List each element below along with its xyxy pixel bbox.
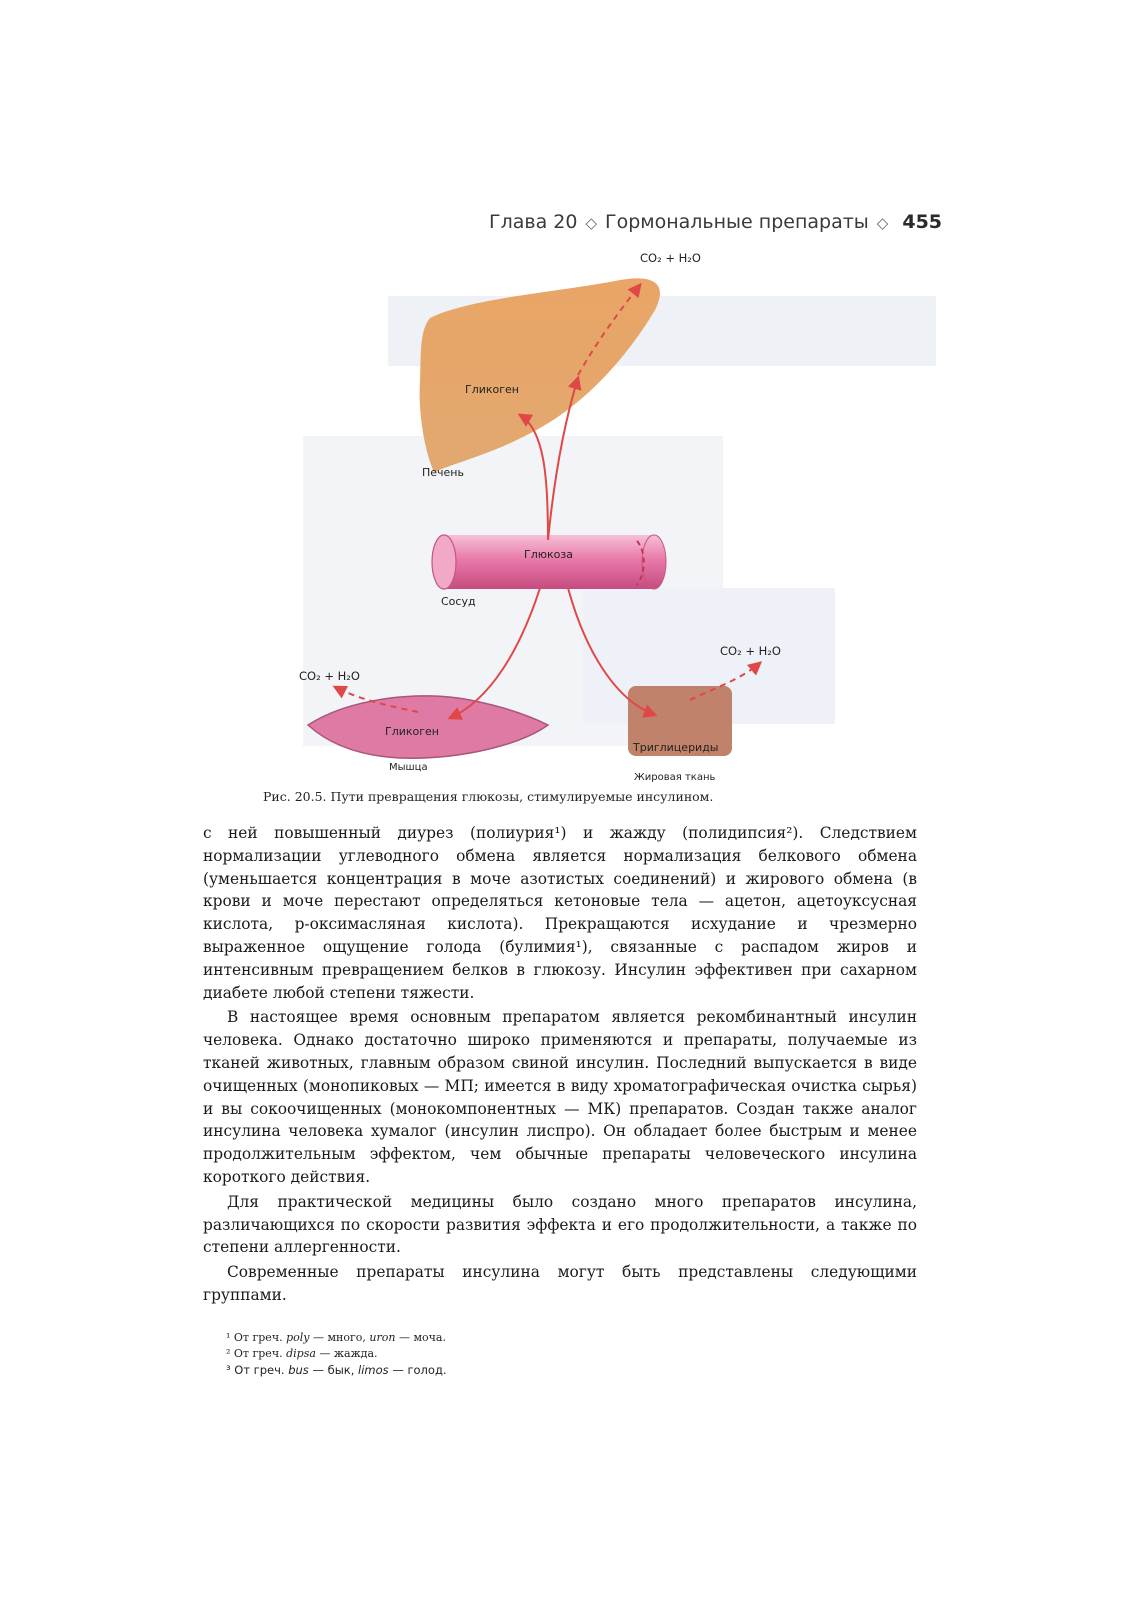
label-triglycerides: Триглицериды — [633, 741, 719, 754]
vessel — [432, 535, 666, 589]
paragraph: Современные препараты инсулина могут быть представлены следующими группами. — [203, 1263, 917, 1304]
footnote-1: ¹ От греч. poly — много, uron — моча. — [226, 1331, 446, 1344]
paragraph: Для практической медицины было создано много препаратов инсулина, различающихся по скорости развития эффекта и его продолжительности, а также по степени аллергенности. — [203, 1192, 917, 1257]
body-text — [203, 822, 917, 1309]
label-co2-h2o-liver: CO₂ + H₂O — [640, 251, 701, 265]
label-adipose-tissue: Жировая ткань — [634, 772, 716, 783]
label-co2-h2o-adipose: CO₂ + H₂O — [720, 644, 781, 658]
label-glycogen-liver: Гликоген — [465, 383, 520, 396]
paragraph: с ней повышенный диурез (полиурия¹) и жажду (полидипсия²). Следствием нормализации углеводного обмена является нормализация белкового обмена (уменьшается концентрация в моче азотистых соединений) и жирового обмена (в крови и моче перестают определяться кетоновые тела — ацетон, ацетоуксусная кислота, р-оксимасляная кислота). Прекращаются исхудание и чрезмерно выраженное ощущение голода (булимия¹), связанные с распадом жиров и интенсивным превращением белков в глюкозу. Инсулин эффективен при сахарном диабете любой степени тяжести. — [203, 824, 917, 1002]
label-glycogen-muscle: Гликоген — [385, 725, 440, 738]
label-vessel: Сосуд — [441, 595, 476, 608]
footnotes — [226, 1330, 447, 1378]
page-number: 455 — [902, 211, 943, 233]
diamond-icon: ◇ — [585, 214, 597, 232]
label-muscle: Мышца — [389, 762, 428, 773]
label-glucose: Глюкоза — [524, 548, 573, 561]
footnote-2: ² От греч. dipsa — жажда. — [226, 1347, 378, 1360]
label-co2-h2o-muscle: CO₂ + H₂O — [299, 669, 360, 683]
figure-caption: Рис. 20.5. Пути превращения глюкозы, стимулируемые инсулином. — [263, 789, 714, 804]
paragraph: В настоящее время основным препаратом является рекомбинантный инсулин человека. Однако достаточно широко применяются и препараты, получаемые из тканей животных, главным образом свиной инсулин. Последний выпускается в виде очищенных (монопиковых — МП; имеется в виду хроматографическая очистка сырья) и вы сокоочищенных (монокомпонентных — МК) препаратов. Создан также аналог инсулина человека хумалог (инсулин лиспро). Он обладает более быстрым и менее продолжительным эффектом, чем обычные препараты человеческого инсулина короткого действия. — [203, 1008, 917, 1186]
chapter-title: Гормональные препараты — [604, 211, 869, 233]
chapter-label: Глава 20 — [489, 211, 578, 233]
footnote-3: ³ От греч. bus — бык, limos — голод. — [226, 1363, 447, 1377]
label-liver: Печень — [422, 466, 464, 479]
diamond-icon: ◇ — [876, 214, 889, 232]
